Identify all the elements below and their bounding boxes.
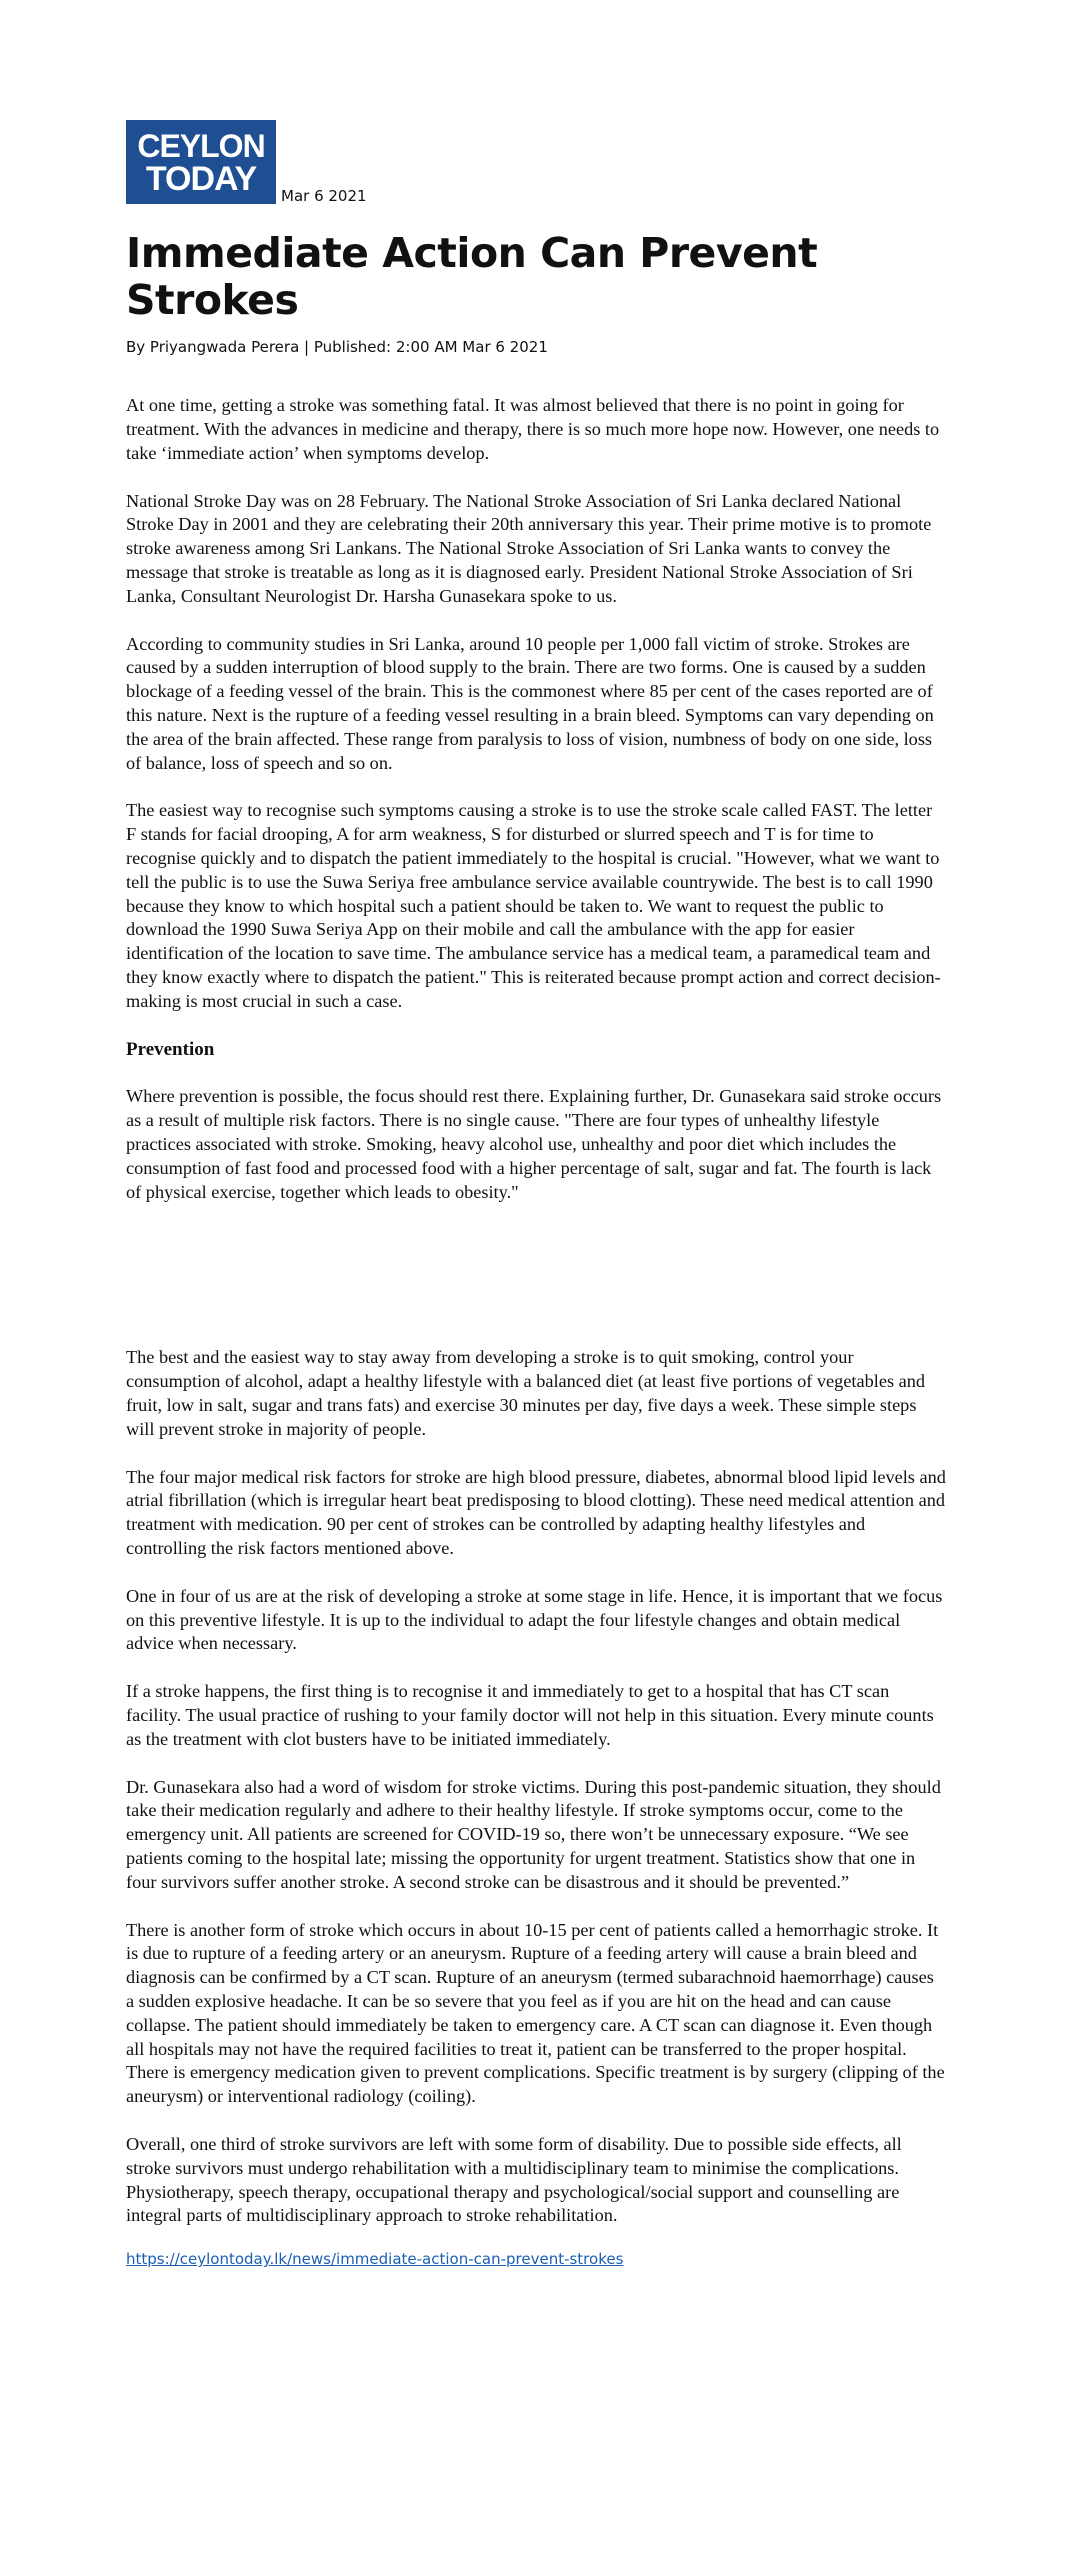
- article-page: [126, 120, 946, 2269]
- article-body: [126, 394, 946, 2228]
- prevention-heading: Prevention: [126, 1038, 215, 1060]
- paragraph-6: The best and the easiest way to stay away from developing a stroke is to quit smoking, control your consumption of alcohol, adapt a healthy lifestyle with a balanced diet (at least five portions of vegetables and fruit, low in salt, sugar and trans fats) and exercise 30 minutes per day, five days a week. These simple steps will prevent stroke in majority of people.: [126, 1347, 926, 1439]
- masthead: [126, 120, 946, 204]
- paragraph-3: According to community studies in Sri Lanka, around 10 people per 1,000 fall victim of stroke. Strokes are caused by a sudden interruption of blood supply to the brain. There are two forms. One is caused by a sudden blockage of a feeding vessel of the brain. This is the commonest where 85 per cent of the cases reported are of this nature. Next is the rupture of a feeding vessel resulting in a brain bleed. Symptoms can vary depending on the area of the brain affected. These range from paralysis to loss of vision, numbness of body on one side, loss of balance, loss of speech and so on.: [126, 633, 934, 773]
- article-byline: By Priyangwada Perera | Published: 2:00 AM Mar 6 2021: [126, 338, 548, 357]
- paragraph-2: National Stroke Day was on 28 February. The National Stroke Association of Sri Lanka declared National Stroke Day in 2001 and they are celebrating their 20th anniversary this year. Their prime motive is to promote stroke awareness among Sri Lankans. The National Stroke Association of Sri Lanka wants to convey the message that stroke is treatable as long as it is diagnosed early. President National Stroke Association of Sri Lanka, Consultant Neurologist Dr. Harsha Gunasekara spoke to us.: [126, 490, 932, 606]
- paragraph-12: Overall, one third of stroke survivors are left with some form of disability. Due to possible side effects, all stroke survivors must undergo rehabilitation with a multidisciplinary team to minimise the complications. Physiotherapy, speech therapy, occupational therapy and psychological/social support and counselling are integral parts of multidisciplinary approach to stroke rehabilitation.: [126, 2133, 902, 2226]
- paragraph-5: Where prevention is possible, the focus should rest there. Explaining further, Dr. Gunasekara said stroke occurs as a result of multiple risk factors. There is no single cause. "There are four types of unhealthy lifestyle practices associated with stroke. Smoking, heavy alcohol use, unhealthy and poor diet which includes the consumption of fast food and processed food with a higher percentage of salt, sugar and fat. The fourth is lack of physical exercise, together which leads to obesity.": [126, 1086, 942, 1202]
- logo-line-1: CEYLON: [137, 128, 265, 164]
- source-link[interactable]: https://ceylontoday.lk/news/immediate-action-can-prevent-strokes: [126, 2250, 624, 2269]
- ceylon-today-logo: [126, 120, 276, 204]
- paragraph-7: The four major medical risk factors for stroke are high blood pressure, diabetes, abnormal blood lipid levels and atrial fibrillation (which is irregular heart beat predisposing to blood clotting). These need medical attention and treatment with medication. 90 per cent of strokes can be controlled by adapting healthy lifestyles and controlling the risk factors mentioned above.: [126, 1466, 946, 1558]
- paragraph-4: The easiest way to recognise such symptoms causing a stroke is to use the stroke scale called FAST. The letter F stands for facial drooping, A for arm weakness, S for disturbed or slurred speech and T is for time to recognise quickly and to dispatch the patient immediately to the hospital is crucial. "However, what we want to tell the public is to use the Suwa Seriya free ambulance service available countrywide. The best is to call 1990 because they know to which hospital such a patient should be taken to. We want to request the public to download the 1990 Suwa Seriya App on their mobile and call the ambulance with the app for easier identification of the location to save time. The ambulance service has a medical team, a paramedical team and they know exactly where to dispatch the patient." This is reiterated because prompt action and correct decision-making is most crucial in such a case.: [126, 800, 941, 1011]
- article-title: Immediate Action Can Prevent Strokes: [126, 229, 818, 325]
- paragraph-11: There is another form of stroke which occurs in about 10-15 per cent of patients called a hemorrhagic stroke. It is due to rupture of a feeding artery or an aneurysm. Rupture of a feeding artery will cause a brain bleed and diagnosis can be confirmed by a CT scan. Rupture of an aneurysm (termed subarachnoid haemorrhage) causes a sudden explosive headache. It can be so severe that you feel as if you are hit on the head and can cause collapse. The patient should immediately be taken to emergency care. A CT scan can diagnose it. Even though all hospitals may not have the required facilities to treat it, patient can be transferred to the proper hospital. There is emergency medication given to prevent complications. Specific treatment is by surgery (clipping of the aneurysm) or interventional radiology (coiling).: [126, 1919, 945, 2107]
- masthead-date: Mar 6 2021: [281, 187, 367, 205]
- logo-line-2: TODAY: [145, 160, 257, 198]
- paragraph-1: At one time, getting a stroke was something fatal. It was almost believed that there is no point in going for treatment. With the advances in medicine and therapy, there is so much more hope now. However, one needs to take ‘immediate action’ when symptoms develop.: [126, 395, 940, 463]
- paragraph-8: One in four of us are at the risk of developing a stroke at some stage in life. Hence, it is important that we focus on this preventive lifestyle. It is up to the individual to adapt the four lifestyle changes and obtain medical advice when necessary.: [126, 1585, 943, 1654]
- paragraph-9: If a stroke happens, the first thing is to recognise it and immediately to get to a hospital that has CT scan facility. The usual practice of rushing to your family doctor will not help in this situation. Every minute counts as the treatment with clot busters have to be initiated immediately.: [126, 1681, 934, 1749]
- paragraph-10: Dr. Gunasekara also had a word of wisdom for stroke victims. During this post-pandemic situation, they should take their medication regularly and adhere to their healthy lifestyle. If stroke symptoms occur, come to the emergency unit. All patients are screened for COVID-19 so, there won’t be unnecessary exposure. “We see patients coming to the hospital late; missing the opportunity for urgent treatment. Statistics show that one in four survivors suffer another stroke. A second stroke can be disastrous and it should be prevented.”: [126, 1776, 941, 1892]
